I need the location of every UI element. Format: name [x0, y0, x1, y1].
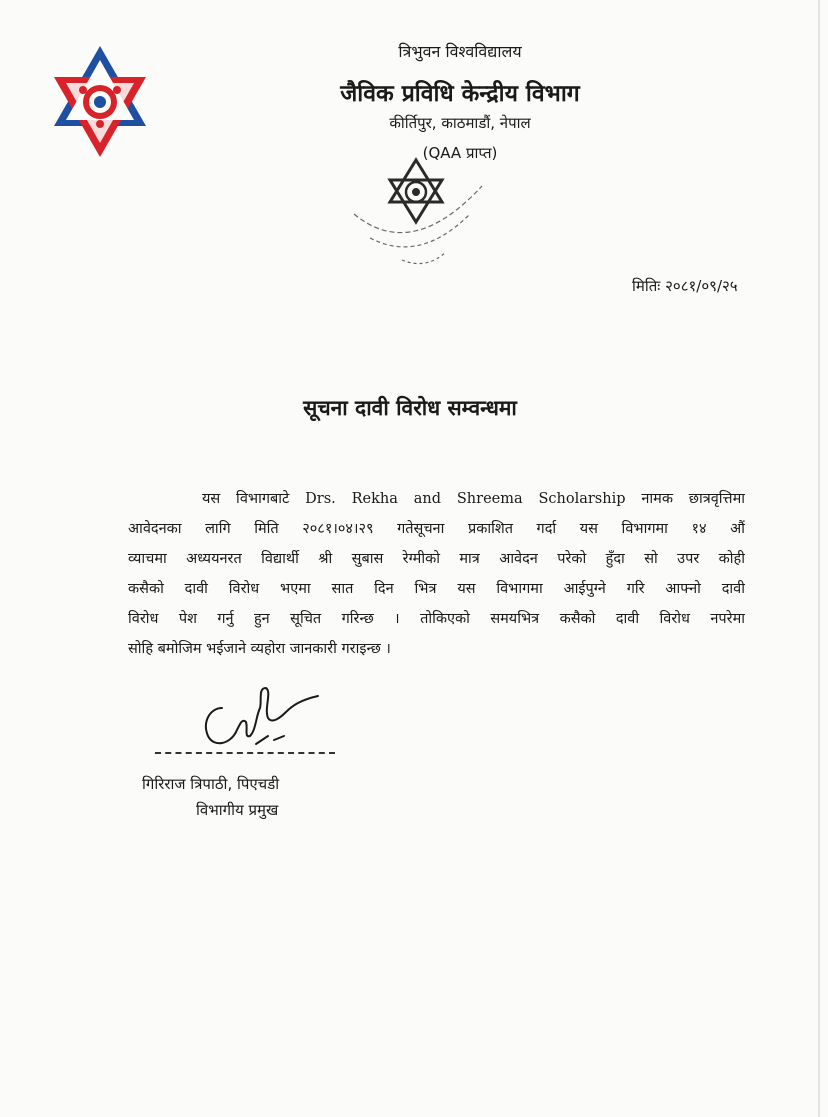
- signature-icon: [196, 678, 326, 758]
- department-stamp-icon: [342, 152, 490, 280]
- department-name: जैविक प्रविधि केन्द्रीय विभाग: [340, 81, 580, 107]
- notice-date: मितिः २०८१/०९/२५: [632, 277, 738, 295]
- signatory-title: विभागीय प्रमुख: [196, 801, 279, 819]
- accreditation-note: (QAA प्राप्त): [422, 144, 498, 162]
- body-line: विरोध पेश गर्नु हुन सूचित गरिन्छ । तोकिएको समयभित्र कसैको दावी विरोध नपरेमा: [128, 611, 745, 627]
- body-line: सोहि बमोजिम भईजाने व्यहोरा जानकारी गराइन्छ ।: [128, 641, 391, 657]
- paper-edge: [818, 0, 820, 1117]
- body-line: आवेदनका लागि मिति २०८१।०४।२९ गतेसूचना प्रकाशित गर्दा यस विभागमा १४ औं: [128, 521, 745, 537]
- body-line: यस विभागबाटे Drs. Rekha and Shreema Scholarship नामक छात्रवृत्तिमा: [202, 491, 745, 507]
- body-line: कसैको दावी विरोध भएमा सात दिन भित्र यस विभागमा आईपुग्ने गरि आफ्नो दावी: [128, 581, 745, 597]
- signatory-name: गिरिराज त्रिपाठी, पिएचडी: [142, 775, 280, 793]
- notice-subject: सूचना दावी विरोध सम्वन्धमा: [303, 396, 517, 420]
- notice-body: [128, 484, 745, 664]
- body-line: व्याचमा अध्ययनरत विद्यार्थी श्री सुबास रेग्मीको मात्र आवेदन परेको हुँदा सो उपर कोही: [128, 551, 745, 567]
- university-logo-icon: [50, 44, 150, 159]
- university-name: त्रिभुवन विश्वविद्यालय: [398, 42, 522, 61]
- department-address: कीर्तिपुर, काठमाडौं, नेपाल: [389, 114, 531, 132]
- signature-line: [155, 752, 335, 754]
